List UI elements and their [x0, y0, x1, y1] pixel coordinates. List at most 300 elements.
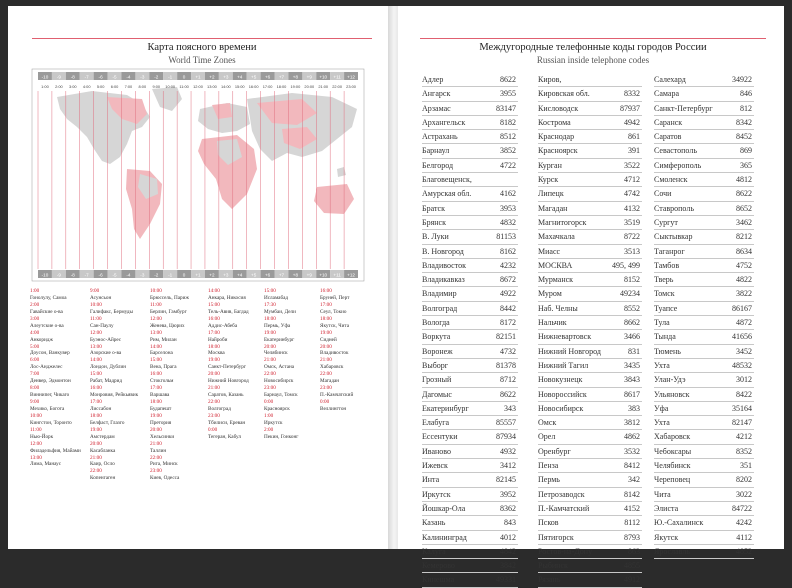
code-value: 8622 — [500, 389, 516, 399]
code-row — [422, 202, 518, 216]
city-time: 15:00 — [208, 301, 220, 308]
top-rule — [32, 38, 372, 39]
code-value: 8442 — [500, 303, 516, 313]
offset-label-bottom: 0 — [182, 272, 186, 278]
code-city: Нижний Новгород — [538, 346, 601, 356]
city-time: 19:00 — [320, 329, 332, 336]
city-time: 23:00 — [320, 385, 332, 392]
code-row — [422, 502, 518, 516]
offset-label-top: -2 — [154, 74, 159, 80]
city-time: 14:00 — [208, 288, 220, 294]
city-time: 4:00 — [30, 329, 40, 336]
city-time: 23:00 — [208, 412, 220, 419]
code-value: 8512 — [500, 132, 516, 142]
code-city: Вологда — [422, 318, 450, 328]
codes-title-en: Russian inside telephone codes — [536, 55, 650, 65]
code-value: 4012 — [500, 532, 516, 542]
time-label: 9:00 — [152, 84, 161, 89]
code-row — [538, 144, 642, 158]
city-time: 19:00 — [208, 357, 220, 364]
city-name: Хельсинки — [150, 433, 175, 440]
top-rule-right — [420, 38, 766, 39]
code-value: 81378 — [496, 360, 516, 370]
code-value: 846 — [740, 89, 752, 99]
city-name: Каир, Осло — [90, 461, 115, 468]
code-row — [538, 216, 642, 230]
city-time: 13:00 — [90, 343, 102, 350]
code-city: Сыктывкар — [654, 232, 693, 242]
city-name: Бруней, Перт — [320, 294, 350, 301]
code-value: 8793 — [624, 532, 640, 542]
code-row — [654, 144, 754, 158]
code-value: 351 — [740, 461, 752, 471]
code-row — [538, 173, 642, 187]
code-value: 87937 — [620, 103, 640, 113]
offset-label-top: +2 — [209, 74, 215, 80]
code-value: 383 — [628, 403, 640, 413]
city-name: Сеул, Токио — [320, 308, 347, 315]
code-city: Дагомыс — [422, 389, 452, 399]
code-city: Тамбов — [654, 260, 680, 270]
city-column — [90, 288, 146, 482]
city-time: 17:30 — [264, 301, 276, 308]
code-city: Сочи — [654, 189, 672, 199]
city-name: Виннипег, Чикаго — [30, 392, 70, 399]
code-row — [422, 573, 518, 587]
city-name: Екатеринбург — [264, 336, 295, 343]
code-city: Йошкар-Ола — [422, 503, 466, 513]
code-row — [422, 488, 518, 502]
code-row — [538, 502, 642, 516]
time-label: 5:00 — [96, 84, 105, 89]
city-time: 20:00 — [90, 440, 102, 447]
city-name: Лос-Анджелес — [30, 364, 63, 371]
city-name: Таллин — [150, 447, 167, 454]
city-name: Гавайские о-ва — [30, 308, 63, 315]
code-city: Воронеж — [422, 346, 453, 356]
code-row — [654, 116, 754, 130]
city-time: 17:00 — [320, 301, 332, 308]
code-row — [654, 516, 754, 530]
code-row — [422, 345, 518, 359]
code-row — [538, 187, 642, 201]
code-city: Ярославль — [654, 546, 690, 556]
code-city: Псков — [538, 518, 559, 528]
code-value: 8412 — [624, 461, 640, 471]
time-label: 4:00 — [82, 84, 91, 89]
code-value: 4832 — [500, 217, 516, 227]
city-column — [264, 288, 320, 441]
city-time: 10:00 — [90, 301, 102, 308]
code-row — [422, 173, 518, 187]
code-value: 4232 — [500, 260, 516, 270]
offset-label-top: +3 — [223, 74, 229, 80]
code-city: Иваново — [422, 446, 452, 456]
code-row — [538, 259, 642, 273]
code-value: 34922 — [732, 75, 752, 84]
code-row — [654, 330, 754, 344]
code-city: Ангарск — [422, 89, 451, 99]
city-time: 21:00 — [320, 357, 332, 364]
code-row — [538, 373, 642, 387]
offset-label-top: +6 — [264, 74, 271, 80]
city-name: Новосибирск — [264, 378, 294, 385]
code-value: 8332 — [624, 89, 640, 99]
offset-label-bottom: +3 — [223, 272, 229, 278]
code-row — [422, 531, 518, 545]
code-value: 4942 — [624, 117, 640, 127]
city-time: 9:00 — [90, 288, 100, 294]
code-row — [654, 373, 754, 387]
code-value: 48532 — [732, 360, 752, 370]
city-name: Барселона — [150, 350, 173, 357]
code-value: 4152 — [624, 503, 640, 513]
city-time: 0:00 — [264, 399, 274, 405]
time-label: 12:00 — [193, 84, 203, 89]
code-city: Махачкала — [538, 232, 575, 242]
city-time: 12:00 — [150, 315, 162, 322]
code-city: Таганрог — [654, 246, 685, 256]
city-time: 19:00 — [264, 329, 276, 336]
code-row — [538, 545, 642, 559]
code-city: Елабуга — [422, 418, 450, 428]
code-city: Казань — [422, 518, 446, 528]
city-name: Алеутские о-ва — [30, 322, 64, 329]
left-page — [8, 6, 388, 549]
code-row — [422, 430, 518, 444]
city-name: Тель-Авив, Багдад — [208, 308, 249, 315]
city-time: 18:00 — [264, 315, 276, 322]
code-value: 8722 — [624, 232, 640, 242]
code-row — [538, 245, 642, 259]
code-row — [654, 130, 754, 144]
offset-label-bottom: +12 — [347, 272, 355, 278]
code-row — [654, 445, 754, 459]
code-city: Уфа — [654, 403, 669, 413]
code-row — [422, 388, 518, 402]
city-time: 21:00 — [150, 440, 162, 447]
code-city: Адлер — [422, 75, 444, 84]
city-name: Анкоридж — [30, 336, 53, 343]
city-name: Санкт-Петербург — [208, 364, 246, 371]
code-city: Рыбинск — [538, 561, 568, 571]
city-column — [208, 288, 264, 441]
code-value: 8622 — [500, 75, 516, 84]
code-city: Владимир — [422, 289, 457, 299]
code-value: 3466 — [624, 332, 640, 342]
code-row — [654, 187, 754, 201]
code-row — [538, 445, 642, 459]
city-name: Сидней — [320, 336, 337, 343]
code-value: 4712 — [624, 175, 640, 185]
code-value: 3955 — [500, 89, 516, 99]
city-time: 16:00 — [150, 371, 162, 378]
code-value: 84722 — [732, 503, 752, 513]
city-name: Челябинск — [264, 350, 288, 357]
code-value: 8212 — [736, 232, 752, 242]
code-row — [538, 573, 642, 587]
code-value: 3952 — [500, 489, 516, 499]
city-name: Якутск, Чита — [320, 322, 350, 329]
city-time: 9:00 — [30, 399, 40, 405]
code-value: 8362 — [500, 503, 516, 513]
code-value: 4852 — [736, 546, 752, 556]
city-name: Рабат, Мадрид — [90, 378, 123, 385]
code-row — [538, 473, 642, 487]
city-time: 21:00 — [264, 357, 276, 364]
code-city: Белгород — [422, 160, 454, 170]
offset-label-top: +11 — [333, 74, 341, 80]
code-value: 4732 — [500, 346, 516, 356]
city-name: Рим, Милан — [150, 336, 177, 343]
code-value: 4212 — [736, 432, 752, 442]
code-value: 8182 — [500, 117, 516, 127]
code-city: Екатеринбург — [422, 403, 469, 413]
city-name: Стокгольм — [150, 378, 174, 385]
code-row — [422, 445, 518, 459]
code-city: Мурманск — [538, 275, 574, 285]
code-value: 831 — [628, 346, 640, 356]
code-city: Выборг — [422, 360, 449, 370]
offset-label-top: +4 — [237, 74, 243, 80]
code-city: Улан-Удэ — [654, 375, 686, 385]
code-value: 8352 — [736, 446, 752, 456]
code-row — [422, 259, 518, 273]
book-gutter — [388, 6, 398, 549]
code-city: Череповец — [654, 475, 691, 485]
city-time: 16:00 — [90, 385, 102, 392]
city-name: Асунсьон — [90, 294, 112, 301]
time-label: 8:00 — [138, 84, 147, 89]
code-row — [654, 73, 754, 87]
code-row — [538, 302, 642, 316]
code-row — [422, 216, 518, 230]
code-row — [422, 473, 518, 487]
code-row — [654, 87, 754, 101]
code-value: 4242 — [736, 518, 752, 528]
code-value: 8422 — [736, 389, 752, 399]
code-value: 82151 — [496, 332, 516, 342]
code-row — [422, 373, 518, 387]
city-time: 20:00 — [264, 343, 276, 350]
code-value: 8634 — [736, 246, 752, 256]
city-time: 16:00 — [320, 288, 332, 294]
code-city: Рязань — [538, 575, 561, 585]
code-city: Арзамас — [422, 103, 451, 113]
code-value: 4822 — [736, 275, 752, 285]
offset-label-top: +9 — [306, 74, 312, 80]
time-label: 22:00 — [332, 84, 343, 89]
code-value: 3522 — [624, 160, 640, 170]
city-name: Буэнос-Айрес — [90, 336, 122, 343]
code-city: Кемерово — [422, 561, 455, 571]
city-time: 15:00 — [90, 371, 102, 378]
code-row — [654, 502, 754, 516]
code-value: 4132 — [624, 203, 640, 213]
city-name: Пекин, Гонконг — [264, 433, 299, 440]
code-value: 81153 — [496, 232, 516, 242]
code-row — [654, 345, 754, 359]
offset-label-top: -4 — [126, 74, 131, 80]
city-time: 7:00 — [30, 371, 40, 378]
code-row — [538, 488, 642, 502]
offset-label-bottom: -4 — [126, 272, 131, 278]
time-label: 14:00 — [220, 84, 231, 89]
code-value: 4722 — [500, 160, 516, 170]
offset-label-bottom: +1 — [195, 272, 201, 278]
code-city: МОСКВА — [538, 260, 573, 270]
city-name: Нью-Йорк — [30, 433, 54, 440]
city-time: 17:00 — [150, 385, 162, 392]
city-name: Пермь, Уфа — [264, 322, 291, 329]
offset-label-top: -8 — [70, 74, 75, 80]
city-time: 22:00 — [320, 371, 332, 378]
code-city: Ростов-на-Дону — [538, 546, 593, 556]
code-city: Липецк — [538, 189, 564, 199]
code-city: Симферополь — [654, 160, 702, 170]
code-city: Барнаул — [422, 146, 450, 156]
offset-label-top: -1 — [168, 74, 173, 80]
code-row — [538, 559, 642, 573]
code-value: 4812 — [736, 175, 752, 185]
city-name: Тбилиси, Ереван — [208, 419, 246, 426]
city-time: 5:00 — [30, 343, 40, 350]
code-row — [654, 459, 754, 473]
city-time: 13:00 — [30, 454, 42, 461]
city-name: Варшава — [150, 392, 170, 399]
code-row — [422, 316, 518, 330]
time-label: 18:00 — [276, 84, 287, 89]
offset-label-top: -7 — [84, 74, 89, 80]
code-row — [422, 302, 518, 316]
code-city: Кировская обл. — [538, 89, 590, 99]
offset-label-bottom: -2 — [154, 272, 159, 278]
city-time: 6:00 — [30, 357, 40, 364]
code-city: Саратов — [654, 132, 682, 142]
codes-title — [420, 42, 766, 66]
offset-label-bottom: +10 — [319, 272, 328, 278]
code-city: Курск — [538, 175, 559, 185]
time-zone-map-svg — [32, 69, 364, 281]
code-row — [422, 230, 518, 244]
city-name: Берлин, Гамбург — [150, 308, 187, 315]
code-city: Севастополь — [654, 146, 697, 156]
code-row — [422, 516, 518, 530]
city-time: 1:00 — [264, 412, 274, 419]
code-city: П.-Камчатский — [538, 503, 590, 513]
right-page — [398, 6, 784, 585]
time-label: 21:00 — [318, 84, 329, 89]
city-name: П.-Камчатский — [320, 392, 354, 399]
world-time-zone-map — [32, 69, 364, 281]
code-city: Воркута — [422, 332, 451, 342]
city-name: Азорские о-ва — [90, 350, 122, 357]
city-time: 20:00 — [320, 343, 332, 350]
city-name: Москва — [208, 350, 225, 357]
offset-label-bottom: -3 — [140, 272, 145, 278]
offset-label-top: -10 — [41, 74, 49, 80]
city-name: Будапешт — [150, 405, 172, 412]
offset-labels-top — [38, 72, 358, 80]
city-name: Волгоград — [208, 405, 231, 412]
code-value: 3462 — [736, 217, 752, 227]
city-name: Монровия, Рейкьявик — [90, 392, 139, 399]
city-name: Аддис-Абеба — [208, 322, 238, 329]
city-name: Претория — [150, 419, 172, 426]
time-label: 20:00 — [304, 84, 315, 89]
code-value: 3519 — [624, 217, 640, 227]
code-row — [422, 102, 518, 116]
city-name: Иркутск — [264, 419, 283, 426]
code-city: Красноярск — [538, 146, 578, 156]
code-row — [654, 102, 754, 116]
code-row — [538, 402, 642, 416]
code-row — [654, 473, 754, 487]
code-city: Курган — [538, 160, 562, 170]
city-time: 10:00 — [150, 288, 162, 294]
code-value: 82145 — [496, 475, 516, 485]
city-time: 21:00 — [90, 454, 102, 461]
city-time: 15:00 — [264, 288, 276, 294]
code-value: 869 — [740, 146, 752, 156]
code-value: 8142 — [624, 489, 640, 499]
code-row — [538, 73, 642, 87]
code-row — [422, 73, 518, 87]
code-city: Смоленск — [654, 175, 688, 185]
offset-label-bottom: +9 — [306, 272, 312, 278]
code-row — [654, 488, 754, 502]
time-label: 10:00 — [165, 84, 176, 89]
offset-label-top: +8 — [292, 74, 299, 80]
codes-column-3 — [654, 73, 754, 559]
code-row — [538, 287, 642, 301]
code-city: Калуга — [422, 546, 446, 556]
code-row — [654, 359, 754, 373]
code-row — [422, 130, 518, 144]
map-title — [32, 42, 372, 66]
offset-label-bottom: -7 — [84, 272, 89, 278]
code-city: Саранск — [654, 117, 683, 127]
code-city: Хабаровск — [654, 432, 691, 442]
code-row — [422, 459, 518, 473]
code-value: 8342 — [736, 117, 752, 127]
code-city: Ставрополь — [654, 203, 694, 213]
code-row — [422, 287, 518, 301]
time-labels-top — [41, 84, 357, 89]
code-value: 4162 — [500, 189, 516, 199]
code-value: 8662 — [624, 318, 640, 328]
code-city: Волгоград — [422, 303, 458, 313]
code-value: 3822 — [736, 289, 752, 299]
code-city: Оренбург — [538, 446, 571, 456]
code-city: Тверь — [654, 275, 674, 285]
code-city: Новокузнецк — [538, 375, 583, 385]
offset-label-bottom: +5 — [251, 272, 257, 278]
code-value: 342 — [628, 475, 640, 485]
city-name: Омск, Астана — [264, 364, 295, 371]
code-value: 495, 499 — [612, 260, 640, 270]
code-city: Кинешма — [422, 575, 455, 585]
time-label: 23:00 — [346, 84, 356, 89]
code-city: Тюмень — [654, 346, 681, 356]
code-row — [538, 116, 642, 130]
city-column — [320, 288, 376, 413]
code-row — [422, 187, 518, 201]
offset-labels-bottom — [38, 270, 358, 278]
city-time: 18:00 — [320, 315, 332, 322]
city-time: 2:00 — [30, 301, 40, 308]
city-name: Анкара, Никосия — [208, 294, 246, 301]
